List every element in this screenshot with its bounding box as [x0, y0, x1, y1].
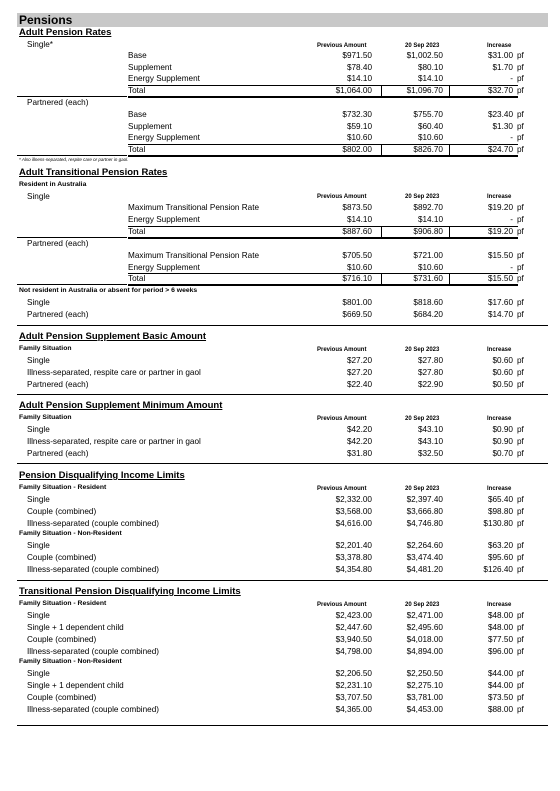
page-title-banner — [17, 13, 548, 27]
row-label: Single — [27, 669, 50, 678]
row-label: Base — [128, 110, 147, 119]
value-current: $2,250.50 — [406, 669, 443, 678]
value-previous: $10.60 — [346, 133, 372, 142]
value-increase: $24.70 — [487, 145, 513, 154]
value-previous: $2,332.00 — [335, 495, 372, 504]
value-current: $4,018.00 — [406, 635, 443, 644]
value-current: $4,746.80 — [406, 519, 443, 528]
value-previous: $59.10 — [346, 122, 372, 131]
column-divider — [381, 86, 382, 97]
row-label: Illness-separated (couple combined) — [27, 519, 159, 528]
value-previous: $802.00 — [342, 145, 372, 154]
value-current: $60.40 — [417, 122, 443, 131]
divider — [128, 273, 518, 274]
value-increase: $130.80 — [483, 519, 513, 528]
row-label: Total — [128, 274, 146, 283]
value-increase: $0.60 — [492, 356, 513, 365]
value-previous: $669.50 — [342, 310, 372, 319]
row-label: Partnered (each) — [27, 380, 89, 389]
row-label: Single — [27, 541, 50, 550]
pf-marker: pf — [517, 380, 524, 389]
row-label: Single — [27, 495, 50, 504]
value-current: $10.60 — [417, 133, 443, 142]
value-previous: $3,378.80 — [335, 553, 372, 562]
column-header-increase: Increase — [487, 194, 512, 200]
row-label: Single + 1 dependent child — [27, 623, 124, 632]
column-header-date: 20 Sep 2023 — [405, 416, 440, 422]
pf-marker: pf — [517, 705, 524, 714]
pf-marker: pf — [517, 693, 524, 702]
value-current: $10.60 — [417, 263, 443, 272]
value-increase: $1.30 — [492, 122, 513, 131]
value-current: $2,275.10 — [406, 681, 443, 690]
value-increase: $0.70 — [492, 449, 513, 458]
value-previous: $42.20 — [346, 425, 372, 434]
row-label: Supplement — [128, 122, 172, 131]
section-title: Adult Transitional Pension Rates — [19, 167, 168, 178]
value-increase: $0.50 — [492, 380, 513, 389]
value-increase: $19.20 — [487, 227, 513, 236]
value-increase: $88.00 — [487, 705, 513, 714]
row-label: Couple (combined) — [27, 693, 97, 702]
value-current: $27.80 — [417, 356, 443, 365]
value-increase: $73.50 — [487, 693, 513, 702]
pf-marker: pf — [517, 263, 524, 272]
value-increase: $48.00 — [487, 611, 513, 620]
value-increase: $126.40 — [483, 565, 513, 574]
column-header-previous: Previous Amount — [317, 416, 367, 422]
row-label: Illness-separated (couple combined) — [27, 565, 159, 574]
column-header-previous: Previous Amount — [317, 43, 367, 49]
value-increase: $63.20 — [487, 541, 513, 550]
value-previous: $14.10 — [346, 215, 372, 224]
value-increase: $98.80 — [487, 507, 513, 516]
pf-marker: pf — [517, 495, 524, 504]
pf-marker: pf — [517, 86, 524, 95]
pf-marker: pf — [517, 647, 524, 656]
column-header-increase: Increase — [487, 347, 512, 353]
pf-marker: pf — [517, 51, 524, 60]
pf-marker: pf — [517, 122, 524, 131]
value-current: $1,096.70 — [406, 86, 443, 95]
value-current: $2,495.60 — [406, 623, 443, 632]
row-label: Maximum Transitional Pension Rate — [128, 251, 260, 260]
column-header-previous: Previous Amount — [317, 486, 367, 492]
pf-marker: pf — [517, 145, 524, 154]
divider — [17, 325, 548, 326]
pf-marker: pf — [517, 356, 524, 365]
column-header-increase: Increase — [487, 602, 512, 608]
value-current: $43.10 — [417, 425, 443, 434]
value-current: $3,474.40 — [406, 553, 443, 562]
value-previous: $14.10 — [346, 74, 372, 83]
row-label: Partnered (each) — [27, 310, 89, 319]
divider — [128, 144, 518, 145]
value-current: $2,471.00 — [406, 611, 443, 620]
pf-marker: pf — [517, 611, 524, 620]
subheading-nonresident: Family Situation - Non-Resident — [19, 530, 122, 537]
value-increase: $14.70 — [487, 310, 513, 319]
value-current: $3,781.00 — [406, 693, 443, 702]
row-label: Total — [128, 86, 146, 95]
divider — [17, 394, 548, 395]
pf-marker: pf — [517, 227, 524, 236]
subheading-resident: Family Situation - Resident — [19, 484, 107, 491]
value-previous: $2,201.40 — [335, 541, 372, 550]
row-label: Illness-separated, respite care or partner in gaol — [27, 437, 201, 446]
total-underline — [128, 96, 518, 98]
column-header-date: 20 Sep 2023 — [405, 43, 440, 49]
value-previous: $4,354.80 — [335, 565, 372, 574]
pf-marker: pf — [517, 310, 524, 319]
value-previous: $887.60 — [342, 227, 372, 236]
value-previous: $4,798.00 — [335, 647, 372, 656]
row-label: Base — [128, 51, 147, 60]
column-divider — [381, 145, 382, 156]
pf-marker: pf — [517, 437, 524, 446]
pf-marker: pf — [517, 215, 524, 224]
subheading-resident: Family Situation - Resident — [19, 600, 107, 607]
row-label: Supplement — [128, 63, 172, 72]
row-label: Single — [27, 298, 50, 307]
value-current: $826.70 — [413, 145, 443, 154]
value-current: $80.10 — [417, 63, 443, 72]
value-current: $27.80 — [417, 368, 443, 377]
row-label: Couple (combined) — [27, 553, 97, 562]
column-divider — [381, 227, 382, 238]
value-increase: - — [510, 74, 513, 83]
row-label: Maximum Transitional Pension Rate — [128, 203, 260, 212]
value-increase: $44.00 — [487, 681, 513, 690]
value-increase: $0.90 — [492, 425, 513, 434]
section-title: Pension Disqualifying Income Limits — [19, 470, 185, 481]
value-previous: $2,423.00 — [335, 611, 372, 620]
value-previous: $3,707.50 — [335, 693, 372, 702]
divider — [128, 226, 518, 227]
value-current: $14.10 — [417, 215, 443, 224]
value-current: $2,264.60 — [406, 541, 443, 550]
column-header-date: 20 Sep 2023 — [405, 486, 440, 492]
value-current: $818.60 — [413, 298, 443, 307]
value-increase: $0.90 — [492, 437, 513, 446]
pf-marker: pf — [517, 110, 524, 119]
column-header-previous: Previous Amount — [317, 347, 367, 353]
value-increase: $23.40 — [487, 110, 513, 119]
pf-marker: pf — [517, 74, 524, 83]
column-divider — [449, 274, 450, 285]
value-current: $755.70 — [413, 110, 443, 119]
divider — [17, 96, 127, 97]
pf-marker: pf — [517, 681, 524, 690]
value-previous: $31.80 — [346, 449, 372, 458]
subheading-family: Family Situation — [19, 345, 72, 352]
row-label: Single — [27, 356, 50, 365]
value-current: $4,481.20 — [406, 565, 443, 574]
page-title: Pensions — [19, 13, 73, 27]
subheading-nonresident: Family Situation - Non-Resident — [19, 658, 122, 665]
pf-marker: pf — [517, 274, 524, 283]
value-increase: - — [510, 263, 513, 272]
pf-marker: pf — [517, 368, 524, 377]
value-current: $22.90 — [417, 380, 443, 389]
value-increase: - — [510, 133, 513, 142]
value-current: $906.80 — [413, 227, 443, 236]
row-label: Single — [27, 425, 50, 434]
total-underline — [128, 237, 518, 239]
subheading-family: Family Situation — [19, 414, 72, 421]
value-increase: $1.70 — [492, 63, 513, 72]
column-header-previous: Previous Amount — [317, 602, 367, 608]
row-label: Energy Supplement — [128, 263, 200, 272]
column-header-date: 20 Sep 2023 — [405, 194, 440, 200]
section-title: Adult Pension Supplement Minimum Amount — [19, 400, 223, 411]
value-increase: $19.20 — [487, 203, 513, 212]
value-previous: $27.20 — [346, 368, 372, 377]
value-increase: $15.50 — [487, 251, 513, 260]
value-previous: $4,365.00 — [335, 705, 372, 714]
row-label: Total — [128, 227, 146, 236]
pf-marker: pf — [517, 519, 524, 528]
value-previous: $873.50 — [342, 203, 372, 212]
pf-marker: pf — [517, 507, 524, 516]
group-label-partnered: Partnered (each) — [27, 98, 89, 107]
value-current: $4,894.00 — [406, 647, 443, 656]
value-increase: $95.60 — [487, 553, 513, 562]
pf-marker: pf — [517, 565, 524, 574]
value-increase: $32.70 — [487, 86, 513, 95]
section-title: Transitional Pension Disqualifying Income Limits — [19, 586, 241, 597]
value-current: $731.60 — [413, 274, 443, 283]
column-header-increase: Increase — [487, 43, 512, 49]
column-divider — [449, 145, 450, 156]
row-label: Illness-separated, respite care or partner in gaol — [27, 368, 201, 377]
row-label: Illness-separated (couple combined) — [27, 705, 159, 714]
row-label: Energy Supplement — [128, 215, 200, 224]
value-previous: $732.30 — [342, 110, 372, 119]
value-increase: $65.40 — [487, 495, 513, 504]
value-previous: $2,206.50 — [335, 669, 372, 678]
column-divider — [449, 227, 450, 238]
row-label: Illness-separated (couple combined) — [27, 647, 159, 656]
column-header-increase: Increase — [487, 416, 512, 422]
row-label: Energy Supplement — [128, 133, 200, 142]
row-label: Couple (combined) — [27, 507, 97, 516]
value-increase: $48.00 — [487, 623, 513, 632]
value-previous: $10.60 — [346, 263, 372, 272]
value-current: $4,453.00 — [406, 705, 443, 714]
divider — [128, 85, 518, 86]
total-underline — [128, 155, 518, 157]
row-label: Single + 1 dependent child — [27, 681, 124, 690]
row-label: Energy Supplement — [128, 74, 200, 83]
value-current: $14.10 — [417, 74, 443, 83]
value-previous: $22.40 — [346, 380, 372, 389]
divider — [17, 580, 548, 581]
footnote: * Also illness-separated, respite care or partner in gaol. — [19, 157, 129, 162]
pf-marker: pf — [517, 133, 524, 142]
group-label-single: Single* — [27, 40, 53, 49]
divider — [17, 463, 548, 464]
value-previous: $42.20 — [346, 437, 372, 446]
value-previous: $2,447.60 — [335, 623, 372, 632]
value-current: $1,002.50 — [406, 51, 443, 60]
value-previous: $2,231.10 — [335, 681, 372, 690]
value-previous: $78.40 — [346, 63, 372, 72]
value-current: $3,666.80 — [406, 507, 443, 516]
value-increase: $44.00 — [487, 669, 513, 678]
group-label-single: Single — [27, 192, 50, 201]
column-header-previous: Previous Amount — [317, 194, 367, 200]
value-increase: $31.00 — [487, 51, 513, 60]
row-label: Partnered (each) — [27, 449, 89, 458]
value-previous: $971.50 — [342, 51, 372, 60]
pf-marker: pf — [517, 298, 524, 307]
value-current: $721.00 — [413, 251, 443, 260]
column-divider — [381, 274, 382, 285]
value-increase: $0.60 — [492, 368, 513, 377]
pf-marker: pf — [517, 635, 524, 644]
column-header-date: 20 Sep 2023 — [405, 347, 440, 353]
group-label-partnered: Partnered (each) — [27, 239, 89, 248]
value-increase: $15.50 — [487, 274, 513, 283]
subheading-nonresident: Not resident in Australia or absent for period > 6 weeks — [19, 287, 198, 294]
pf-marker: pf — [517, 251, 524, 260]
value-current: $43.10 — [417, 437, 443, 446]
pf-marker: pf — [517, 63, 524, 72]
section-title: Adult Pension Supplement Basic Amount — [19, 331, 207, 342]
value-increase: $77.50 — [487, 635, 513, 644]
pf-marker: pf — [517, 553, 524, 562]
value-current: $892.70 — [413, 203, 443, 212]
row-label: Single — [27, 611, 50, 620]
row-label: Total — [128, 145, 146, 154]
pf-marker: pf — [517, 203, 524, 212]
pf-marker: pf — [517, 541, 524, 550]
column-divider — [449, 86, 450, 97]
divider — [17, 284, 127, 285]
value-previous: $4,616.00 — [335, 519, 372, 528]
value-increase: $96.00 — [487, 647, 513, 656]
value-previous: $716.10 — [342, 274, 372, 283]
pf-marker: pf — [517, 449, 524, 458]
pf-marker: pf — [517, 669, 524, 678]
value-current: $2,397.40 — [406, 495, 443, 504]
value-current: $684.20 — [413, 310, 443, 319]
section-title: Adult Pension Rates — [19, 27, 112, 38]
value-previous: $3,940.50 — [335, 635, 372, 644]
row-label: Couple (combined) — [27, 635, 97, 644]
pf-marker: pf — [517, 425, 524, 434]
value-previous: $3,568.00 — [335, 507, 372, 516]
divider — [17, 237, 127, 238]
column-header-date: 20 Sep 2023 — [405, 602, 440, 608]
column-header-increase: Increase — [487, 486, 512, 492]
value-previous: $1,064.00 — [335, 86, 372, 95]
value-increase: - — [510, 215, 513, 224]
value-previous: $801.00 — [342, 298, 372, 307]
subheading-resident: Resident in Australia — [19, 181, 87, 188]
value-previous: $705.50 — [342, 251, 372, 260]
divider — [17, 725, 548, 726]
value-increase: $17.60 — [487, 298, 513, 307]
pf-marker: pf — [517, 623, 524, 632]
value-current: $32.50 — [417, 449, 443, 458]
total-underline — [128, 284, 518, 286]
value-previous: $27.20 — [346, 356, 372, 365]
divider — [17, 155, 127, 156]
